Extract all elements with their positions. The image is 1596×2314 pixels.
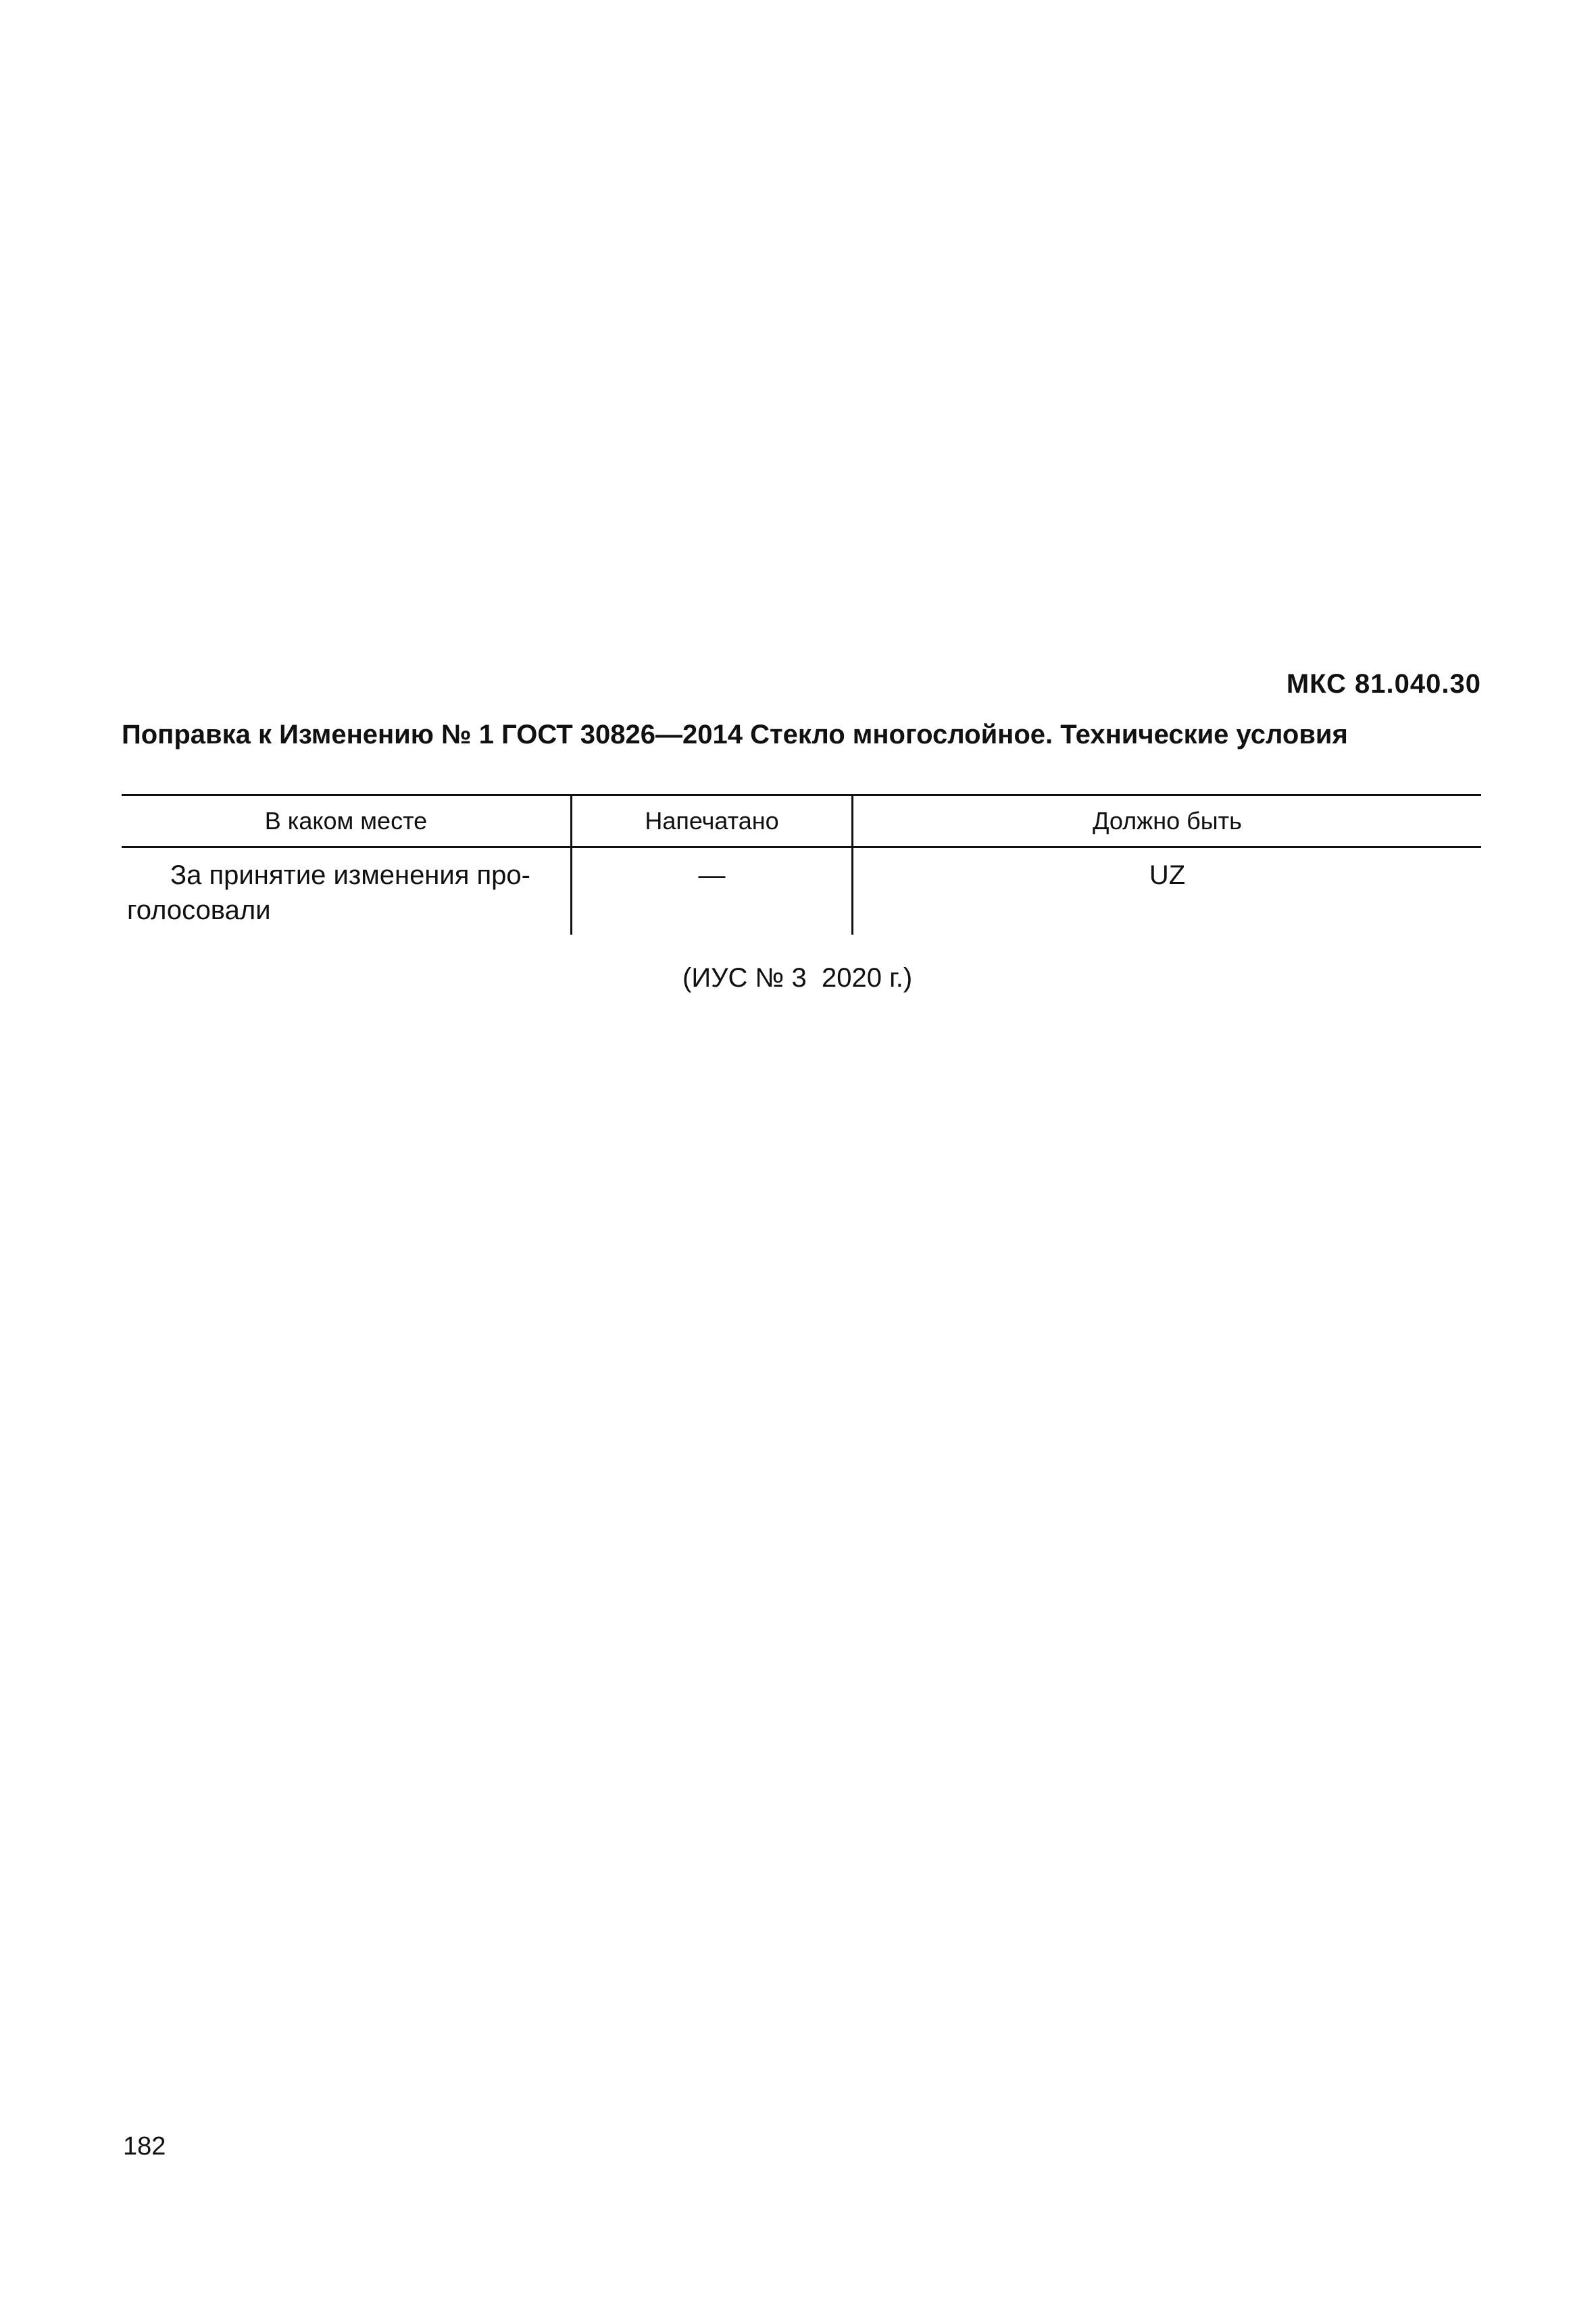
page-number: 182 [123, 2132, 166, 2161]
page-title: Поправка к Изменению № 1 ГОСТ 30826—2014 Стекло многослойное. Технические условия [122, 720, 1348, 749]
classification-code: МКС 81.040.30 [1286, 669, 1481, 699]
header-should-be: Должно быть [851, 796, 1481, 846]
table-row [122, 848, 1481, 935]
cell-location [122, 848, 570, 935]
cell-should-be: UZ [851, 848, 1481, 935]
cell-location-line2: голосовали [127, 895, 271, 925]
cell-printed: — [570, 848, 851, 935]
header-location: В каком месте [264, 807, 428, 835]
source-note: (ИУС № 3 2020 г.) [682, 963, 913, 993]
table-header-row [122, 794, 1481, 848]
cell-location-line1: За принятие изменения про- [170, 860, 530, 890]
correction-table [122, 794, 1481, 935]
header-printed: Напечатано [570, 796, 851, 846]
